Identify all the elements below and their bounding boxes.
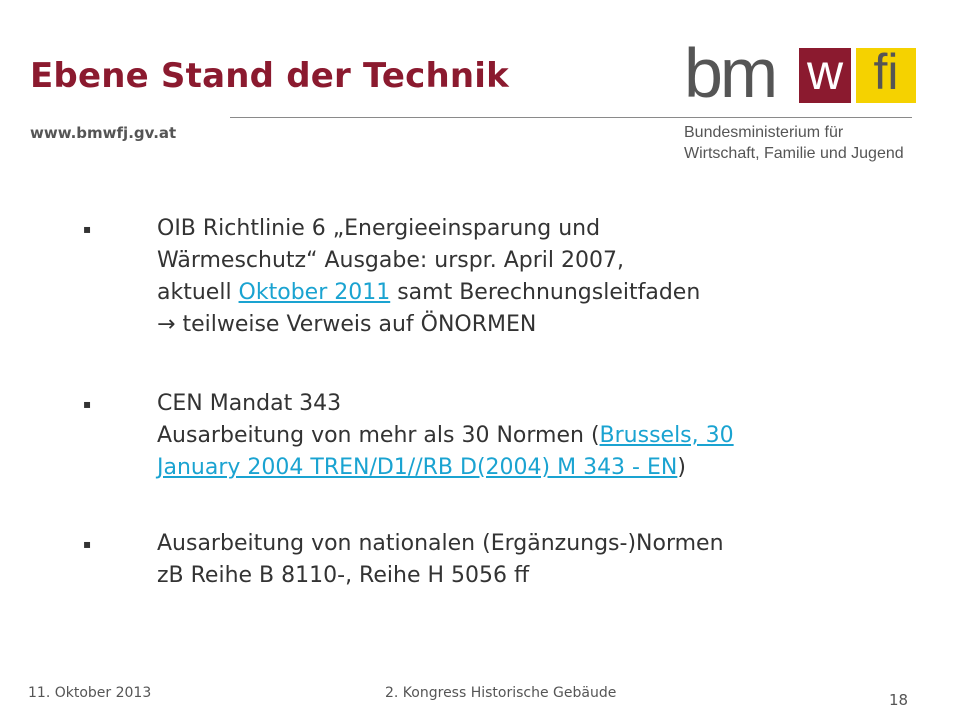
logo-fi-box: fi <box>856 48 916 103</box>
bmwfj-logo <box>684 34 916 112</box>
bullet-2-line-2 <box>157 420 734 452</box>
bullet-marker-icon: ▪ <box>83 397 92 411</box>
footer-event: 2. Kongress Historische Gebäude <box>385 685 617 701</box>
website-url: www.bmwfj.gv.at <box>30 124 177 142</box>
bullet-2-line-3 <box>157 452 734 484</box>
bullet-marker-icon: ▪ <box>83 537 92 551</box>
bullet-1-line-3-pre: aktuell <box>157 280 239 305</box>
page-title: Ebene Stand der Technik <box>30 56 509 96</box>
arrow-right-icon: → <box>157 312 176 337</box>
bullet-2-line-2-pre: Ausarbeitung von mehr als 30 Normen ( <box>157 423 600 448</box>
cen-mandate-link-part-1[interactable]: Brussels, 30 <box>599 423 734 448</box>
bullet-1 <box>157 213 700 341</box>
bullet-2-line-1: CEN Mandat 343 <box>157 391 342 416</box>
oktober-2011-link[interactable]: Oktober 2011 <box>238 280 391 305</box>
bullet-1-line-4-text: teilweise Verweis auf ÖNORMEN <box>182 312 537 337</box>
bullet-3-line-2: zB Reihe B 8110-, Reihe H 5056 ff <box>157 563 530 588</box>
ministry-line-2: Wirtschaft, Familie und Jugend <box>684 145 904 162</box>
bullet-marker-icon: ▪ <box>83 222 92 236</box>
bullet-3 <box>157 528 724 592</box>
bullet-2-line-3-post: ) <box>677 455 686 480</box>
bullet-3-line-1: Ausarbeitung von nationalen (Ergänzungs-)Normen <box>157 531 724 556</box>
ministry-name <box>684 122 904 164</box>
bullet-1-line-3-post: samt Berechnungsleitfaden <box>390 280 701 305</box>
footer-date: 11. Oktober 2013 <box>28 685 152 701</box>
ministry-line-1: Bundesministerium für <box>684 124 844 141</box>
header-divider <box>230 117 912 118</box>
logo-bm-text: bm <box>684 34 776 112</box>
bullet-1-line-3 <box>157 277 700 309</box>
logo-w-box: w <box>799 48 851 103</box>
bullet-2 <box>157 388 734 484</box>
bullet-1-line-1: OIB Richtlinie 6 „Energieeinsparung und <box>157 216 601 241</box>
page-number: 18 <box>889 691 909 709</box>
cen-mandate-link-part-2[interactable]: January 2004 TREN/D1//RB D(2004) M 343 - EN <box>157 455 678 480</box>
bullet-1-line-4 <box>157 309 700 341</box>
bullet-1-line-2: Wärmeschutz“ Ausgabe: urspr. April 2007, <box>157 248 624 273</box>
